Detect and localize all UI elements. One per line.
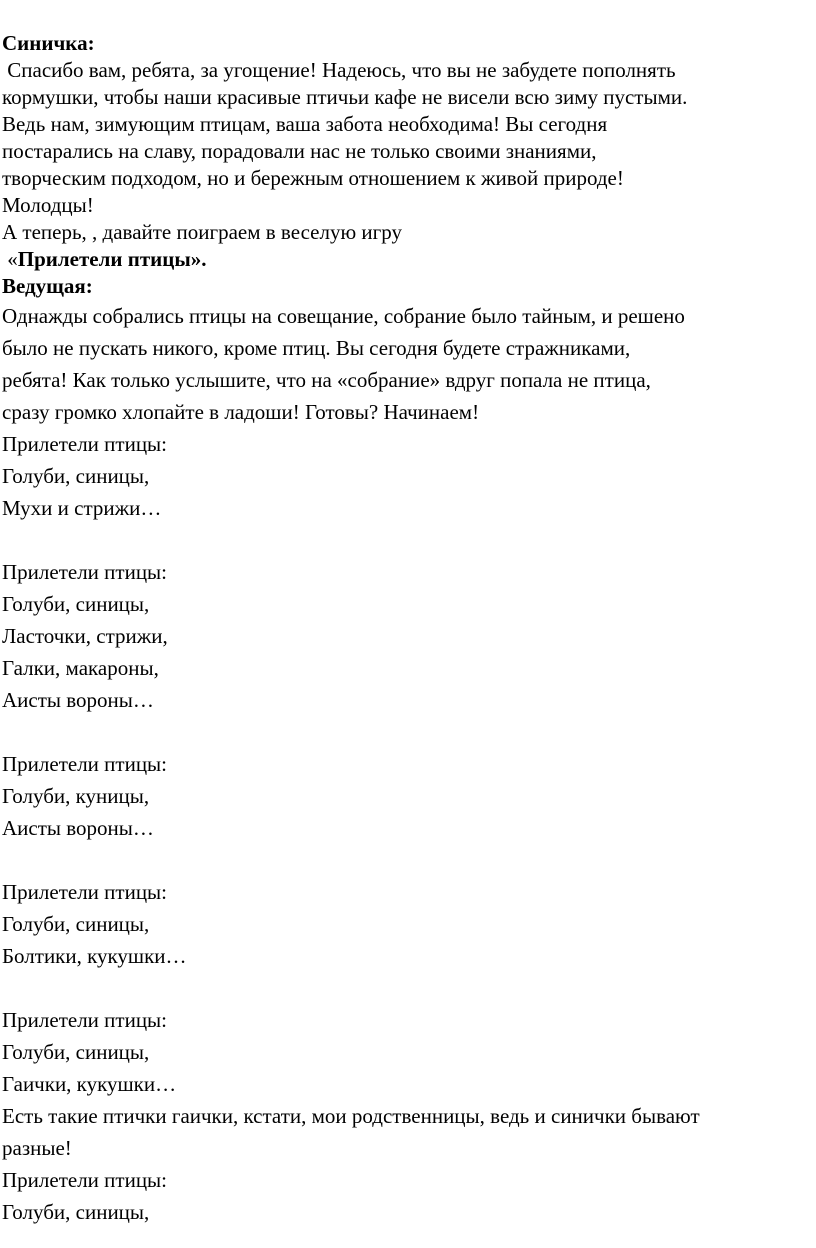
verse-line: Мухи и стрижи…	[2, 496, 162, 520]
game-title	[2, 246, 816, 273]
verse-line: Болтики, кукушки…	[2, 944, 187, 968]
verse	[2, 556, 816, 716]
document-page	[2, 30, 816, 1228]
section-sinichka	[2, 30, 816, 300]
section-game	[2, 300, 816, 1228]
verse-line: Голуби, куницы,	[2, 784, 150, 808]
verse-line: Прилетели птицы:	[2, 560, 168, 584]
game-title-quote: «	[2, 247, 18, 271]
text-line: Ведь нам, зимующим птицам, ваша забота необходима! Вы сегодня	[2, 112, 608, 136]
verse-spacer	[2, 844, 816, 876]
verse-line: Гаички, кукушки…	[2, 1072, 177, 1096]
verse-line: Аисты вороны…	[2, 816, 154, 840]
intro-line: сразу громко хлопайте в ладоши! Готовы? Начинаем!	[2, 400, 480, 424]
host-label: Ведущая:	[2, 274, 93, 298]
verse-line: Прилетели птицы:	[2, 432, 168, 456]
verse-line: Голуби, синицы,	[2, 592, 150, 616]
text-line: Молодцы!	[2, 193, 94, 217]
verse-line: Голуби, синицы,	[2, 464, 150, 488]
text-line: кормушки, чтобы наши красивые птичьи кафе не висели всю зиму пустыми.	[2, 85, 688, 109]
game-title-name: Прилетели птицы».	[17, 247, 207, 271]
text-line: Спасибо вам, ребята, за угощение! Надеюсь, что вы не забудете пополнять	[2, 58, 676, 82]
verse-line: Аисты вороны…	[2, 688, 154, 712]
verse-line: Прилетели птицы:	[2, 1168, 168, 1192]
note-line: разные!	[2, 1136, 72, 1160]
verse-spacer	[2, 972, 816, 1004]
verse-line: Голуби, синицы,	[2, 1040, 150, 1064]
verse	[2, 1164, 816, 1228]
intro-line: ребята! Как только услышите, что на «собрание» вдруг попала не птица,	[2, 368, 651, 392]
verse-spacer	[2, 524, 816, 556]
text-line: А теперь, , давайте поиграем в веселую игру	[2, 220, 402, 244]
note-line: Есть такие птички гаички, кстати, мои родственницы, ведь и синички бывают	[2, 1104, 700, 1128]
intro-line: Однажды собрались птицы на совещание, собрание было тайным, и решено	[2, 304, 685, 328]
verse	[2, 428, 816, 524]
verse-line: Прилетели птицы:	[2, 752, 168, 776]
verse-line: Прилетели птицы:	[2, 1008, 168, 1032]
speaker-label: Синичка:	[2, 31, 95, 55]
verse-line: Прилетели птицы:	[2, 880, 168, 904]
verse	[2, 876, 816, 972]
text-line: постарались на славу, порадовали нас не только своими знаниями,	[2, 139, 597, 163]
verse-line: Голуби, синицы,	[2, 1200, 150, 1224]
verse	[2, 1004, 816, 1100]
verse	[2, 748, 816, 844]
intro-line: было не пускать никого, кроме птиц. Вы сегодня будете стражниками,	[2, 336, 631, 360]
verse-line: Голуби, синицы,	[2, 912, 150, 936]
text-line: творческим подходом, но и бережным отношением к живой природе!	[2, 166, 624, 190]
verse-line: Ласточки, стрижи,	[2, 624, 168, 648]
verse-spacer	[2, 716, 816, 748]
verse-line: Галки, макароны,	[2, 656, 159, 680]
